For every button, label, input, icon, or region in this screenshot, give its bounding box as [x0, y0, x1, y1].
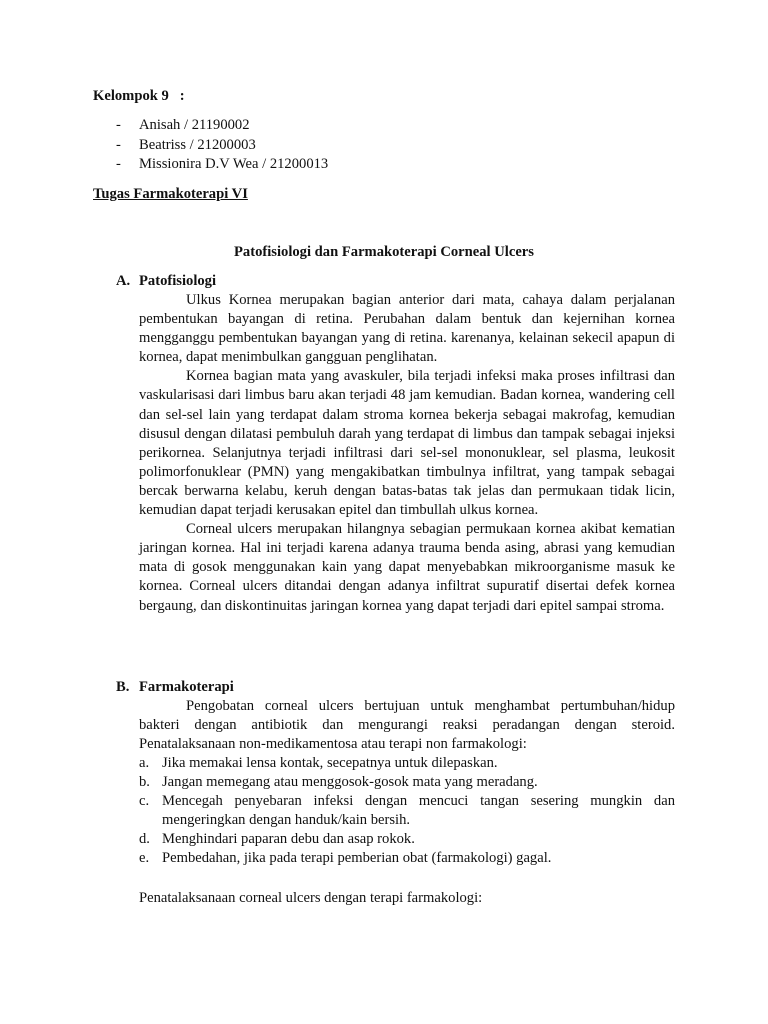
- list-item: [139, 754, 675, 773]
- document-title: Patofisiologi dan Farmakoterapi Corneal Ulcers: [234, 244, 534, 260]
- list-marker: b.: [139, 774, 150, 791]
- list-marker: d.: [139, 831, 150, 848]
- member-item: - Beatriss / 21200003: [116, 136, 256, 153]
- list-item: [139, 773, 675, 792]
- list-text: Mencegah penyebaran infeksi dengan mencuci tangan sesering mungkin dan mengeringkan dengan handuk/kain bersih.: [162, 793, 675, 829]
- paragraph: Kornea bagian mata yang avaskuler, bila terjadi infeksi maka proses infiltrasi dan vaskularisasi dari limbus baru akan terjadi 48 jam kemudian. Badan kornea, wandering cell dan sel-sel lain yang terdapat dalam stroma kornea bekerja sebagai makrofag, kemudian disusul dengan dilatasi pembuluh darah yang terdapat di limbus dan tampak sebagai injeksi perikornea. Selanjutnya terjadi infiltrasi dari sel-sel mononuklear, sel plasma, leukosit polimorfonuklear (PMN) yang mengakibatkan timbulnya infiltrat, yang tampak sebagai bercak berwarna kelabu, keruh dengan batas-batas tak jelas dan permukaan tidak licin, kemudian dapat terjadi kerusakan epitel dan timbullah ulkus kornea.: [139, 368, 675, 519]
- member-item: - Missionira D.V Wea / 21200013: [116, 156, 329, 172]
- section-b-intro: [139, 697, 675, 754]
- list-marker: e.: [139, 850, 150, 867]
- section-a-heading: Patofisiologi: [139, 273, 217, 289]
- list-marker: c.: [139, 793, 150, 810]
- closing-line: Penatalaksanaan corneal ulcers dengan terapi farmakologi:: [139, 890, 483, 906]
- member-name: Anisah / 21190002: [139, 117, 250, 133]
- list-marker: a.: [139, 755, 150, 771]
- list-text: Jika memakai lensa kontak, secepatnya untuk dilepaskan.: [162, 755, 498, 771]
- section-a-marker: A.: [116, 273, 131, 289]
- paragraph: Pengobatan corneal ulcers bertujuan untuk menghambat pertumbuhan/hidup bakteri dengan antibiotik dan mengurangi reaksi peradangan dengan steroid. Penatalaksanaan non-medikamentosa atau terapi non farmakologi:: [139, 698, 675, 753]
- assignment-heading: Tugas Farmakoterapi VI: [93, 186, 248, 202]
- list-text: Menghindari paparan debu dan asap rokok.: [162, 831, 415, 848]
- paragraph: Corneal ulcers merupakan hilangnya sebagian permukaan kornea akibat kematian jaringan kornea. Hal ini terjadi karena adanya trauma benda asing, abrasi yang kemudian mata di gosok menggunakan kain yang dapat menyebabkan mikroorganisme masuk ke kornea. Corneal ulcers ditandai dengan adanya infiltrat supuratif disertai defek kornea bergaung, dan diskontinuitas jaringan kornea yang dapat terjadi dari epitel sampai stroma.: [139, 521, 675, 614]
- list-item: [139, 792, 675, 830]
- list-item: [139, 849, 675, 868]
- group-heading: Kelompok 9 :: [93, 88, 185, 104]
- paragraph: Ulkus Kornea merupakan bagian anterior dari mata, cahaya dalam perjalanan pembentukan bayangan di retina. Perubahan dalam bentuk dan kejernihan kornea mengganggu pembentukan bayangan yang di retina. karenanya, kelainan sekecil apapun di kornea, dapat menimbulkan gangguan penglihatan.: [139, 292, 675, 366]
- section-a-body: [139, 291, 675, 616]
- list-item: [139, 830, 675, 849]
- section-b-marker: B.: [116, 679, 130, 695]
- section-b-heading: Farmakoterapi: [139, 679, 234, 695]
- non-pharmacologic-list: [139, 754, 675, 869]
- member-name: Missionira D.V Wea / 21200013: [139, 156, 329, 172]
- member-item: - Anisah / 21190002: [116, 117, 250, 133]
- member-name: Beatriss / 21200003: [139, 136, 256, 153]
- list-text: Jangan memegang atau menggosok-gosok mata yang meradang.: [162, 774, 538, 791]
- list-text: Pembedahan, jika pada terapi pemberian obat (farmakologi) gagal.: [162, 850, 552, 867]
